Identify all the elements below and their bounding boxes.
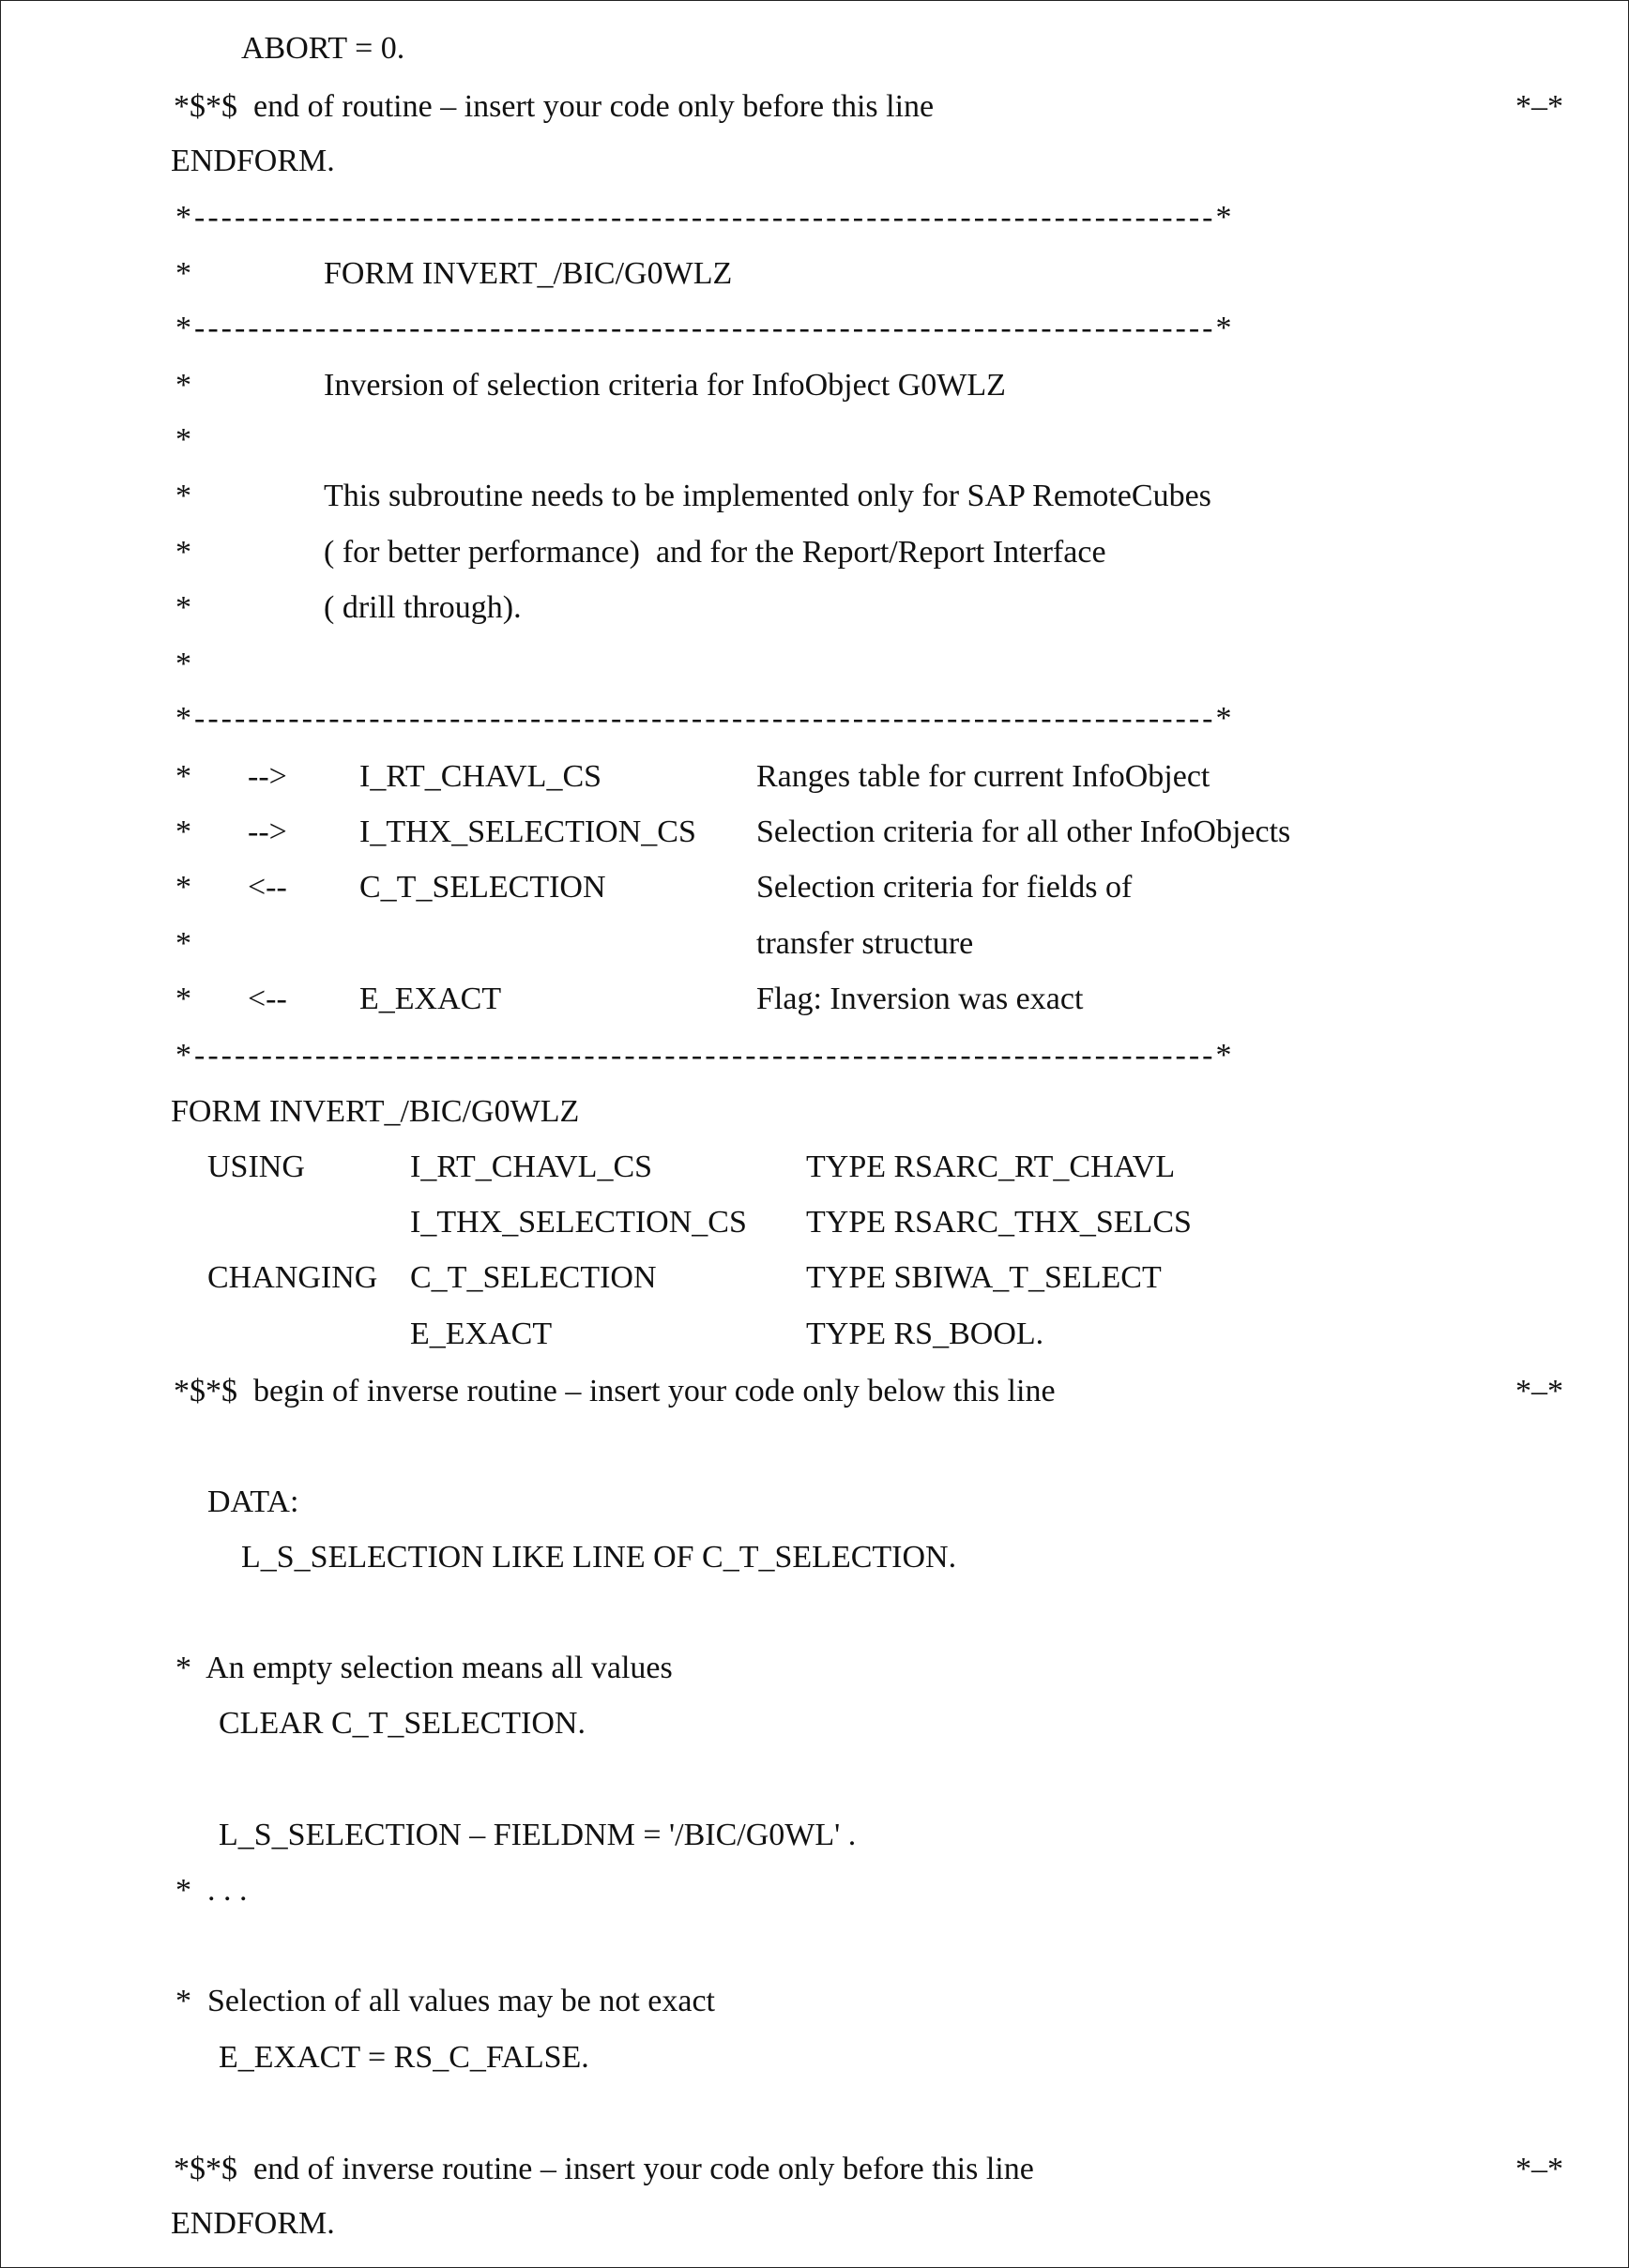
data-keyword: DATA:	[207, 1484, 299, 1519]
endform-statement: ENDFORM.	[171, 2206, 335, 2241]
param-direction: <--	[248, 870, 287, 905]
changing-param-type: TYPE SBIWA_T_SELECT	[806, 1260, 1162, 1295]
param-description: Selection criteria for fields of	[756, 870, 1133, 905]
description-line: This subroutine needs to be implemented only for SAP RemoteCubes	[324, 479, 1211, 513]
param-star: *	[175, 870, 191, 905]
description-line: ( for better performance) and for the Report/Report Interface	[324, 535, 1106, 570]
param-name: E_EXACT	[359, 982, 502, 1016]
fieldnm-statement: L_S_SELECTION – FIELDNM = '/BIC/G0WL' .	[219, 1818, 857, 1852]
comment-rule-line: *----------------------------------------------------------------------------*	[175, 1038, 1235, 1073]
comment-star: *	[175, 647, 191, 681]
code-comment: * . . .	[175, 1873, 248, 1908]
changing-param-type: TYPE RS_BOOL.	[806, 1317, 1044, 1351]
param-name: I_RT_CHAVL_CS	[359, 759, 602, 794]
param-star: *	[175, 759, 191, 794]
using-param-name: I_THX_SELECTION_CS	[410, 1205, 747, 1240]
comment-rule-line: *----------------------------------------------------------------------------*	[175, 311, 1235, 345]
changing-param-name: C_T_SELECTION	[410, 1260, 657, 1295]
comment-star: *	[175, 368, 191, 403]
code-comment: * Selection of all values may be not exact	[175, 1984, 715, 2018]
form-header-comment: FORM INVERT_/BIC/G0WLZ	[324, 256, 733, 291]
end-routine-comment: *$*$ end of routine – insert your code only before this line	[174, 89, 935, 124]
description-line: ( drill through).	[324, 590, 522, 625]
param-description: transfer structure	[756, 926, 974, 961]
comment-star: *	[175, 422, 191, 457]
abort-statement: ABORT = 0.	[241, 31, 405, 66]
param-description: Flag: Inversion was exact	[756, 982, 1084, 1016]
end-inverse-comment: *$*$ end of inverse routine – insert your code only before this line	[174, 2152, 1034, 2186]
param-description: Selection criteria for all other InfoObjects	[756, 814, 1291, 849]
comment-rule-line: *----------------------------------------------------------------------------*	[175, 701, 1235, 736]
param-direction: <--	[248, 982, 287, 1016]
code-comment: * An empty selection means all values	[175, 1651, 673, 1685]
using-param-name: I_RT_CHAVL_CS	[410, 1149, 653, 1184]
param-star: *	[175, 982, 191, 1016]
changing-param-name: E_EXACT	[410, 1317, 553, 1351]
comment-end-marker: *–*	[1515, 2152, 1563, 2186]
exact-statement: E_EXACT = RS_C_FALSE.	[219, 2040, 589, 2075]
endform-statement: ENDFORM.	[171, 144, 335, 178]
using-param-type: TYPE RSARC_RT_CHAVL	[806, 1149, 1176, 1184]
comment-end-marker: *–*	[1515, 1374, 1563, 1408]
param-direction: -->	[248, 759, 287, 794]
param-name: C_T_SELECTION	[359, 870, 606, 905]
description-line: Inversion of selection criteria for InfoObject G0WLZ	[324, 368, 1006, 403]
changing-keyword: CHANGING	[207, 1260, 378, 1295]
param-star: *	[175, 926, 191, 961]
comment-star: *	[175, 479, 191, 513]
begin-inverse-comment: *$*$ begin of inverse routine – insert your code only below this line	[174, 1374, 1056, 1408]
using-param-type: TYPE RSARC_THX_SELCS	[806, 1205, 1192, 1240]
data-declaration: L_S_SELECTION LIKE LINE OF C_T_SELECTION.	[241, 1540, 957, 1575]
comment-star: *	[175, 535, 191, 570]
param-name: I_THX_SELECTION_CS	[359, 814, 696, 849]
form-declaration: FORM INVERT_/BIC/G0WLZ	[171, 1094, 580, 1129]
comment-end-marker: *–*	[1515, 89, 1563, 124]
comment-rule-line: *----------------------------------------------------------------------------*	[175, 200, 1235, 235]
comment-star: *	[175, 590, 191, 625]
param-description: Ranges table for current InfoObject	[756, 759, 1210, 794]
clear-statement: CLEAR C_T_SELECTION.	[219, 1706, 586, 1741]
param-direction: -->	[248, 814, 287, 849]
using-keyword: USING	[207, 1149, 305, 1184]
param-star: *	[175, 814, 191, 849]
comment-star: *	[175, 256, 191, 291]
